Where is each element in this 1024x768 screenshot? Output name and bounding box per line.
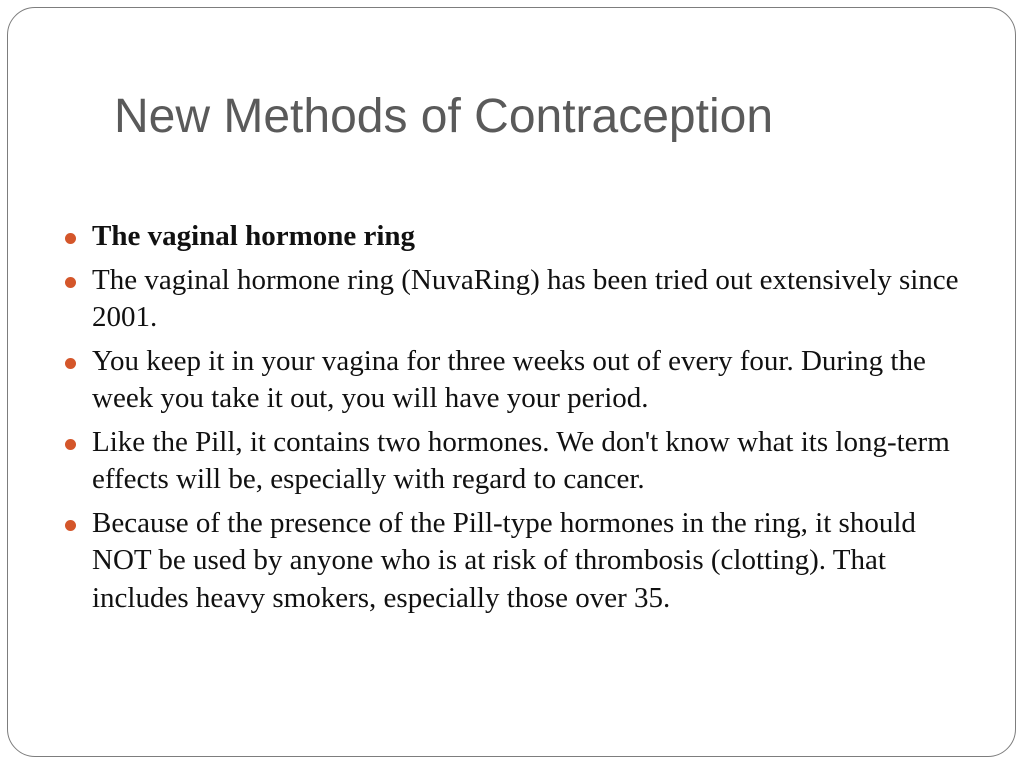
bullet-item (92, 424, 962, 499)
bullet-text: Like the Pill, it contains two hormones. We don't know what its long-term effects will be, especially with regard to cancer. (92, 425, 950, 495)
bullet-item (92, 505, 962, 618)
bullet-dot-icon (65, 358, 76, 369)
bullet-item (92, 262, 962, 337)
slide-title: New Methods of Contraception (114, 90, 774, 143)
bullet-text: The vaginal hormone ring (92, 220, 416, 252)
bullet-list (92, 218, 962, 623)
bullet-item-heading (92, 218, 962, 256)
bullet-text: You keep it in your vagina for three weeks out of every four. During the week you take it out, you will have your period. (92, 344, 926, 414)
bullet-text: The vaginal hormone ring (NuvaRing) has been tried out extensively since 2001. (92, 263, 959, 333)
bullet-dot-icon (65, 520, 76, 531)
bullet-dot-icon (65, 439, 76, 450)
bullet-text: Because of the presence of the Pill-type hormones in the ring, it should NOT be used by anyone who is at risk of thrombosis (clotting). That includes heavy smokers, especially those over 35. (92, 506, 916, 614)
bullet-dot-icon (65, 277, 76, 288)
bullet-dot-icon (65, 233, 76, 244)
bullet-item (92, 343, 962, 418)
